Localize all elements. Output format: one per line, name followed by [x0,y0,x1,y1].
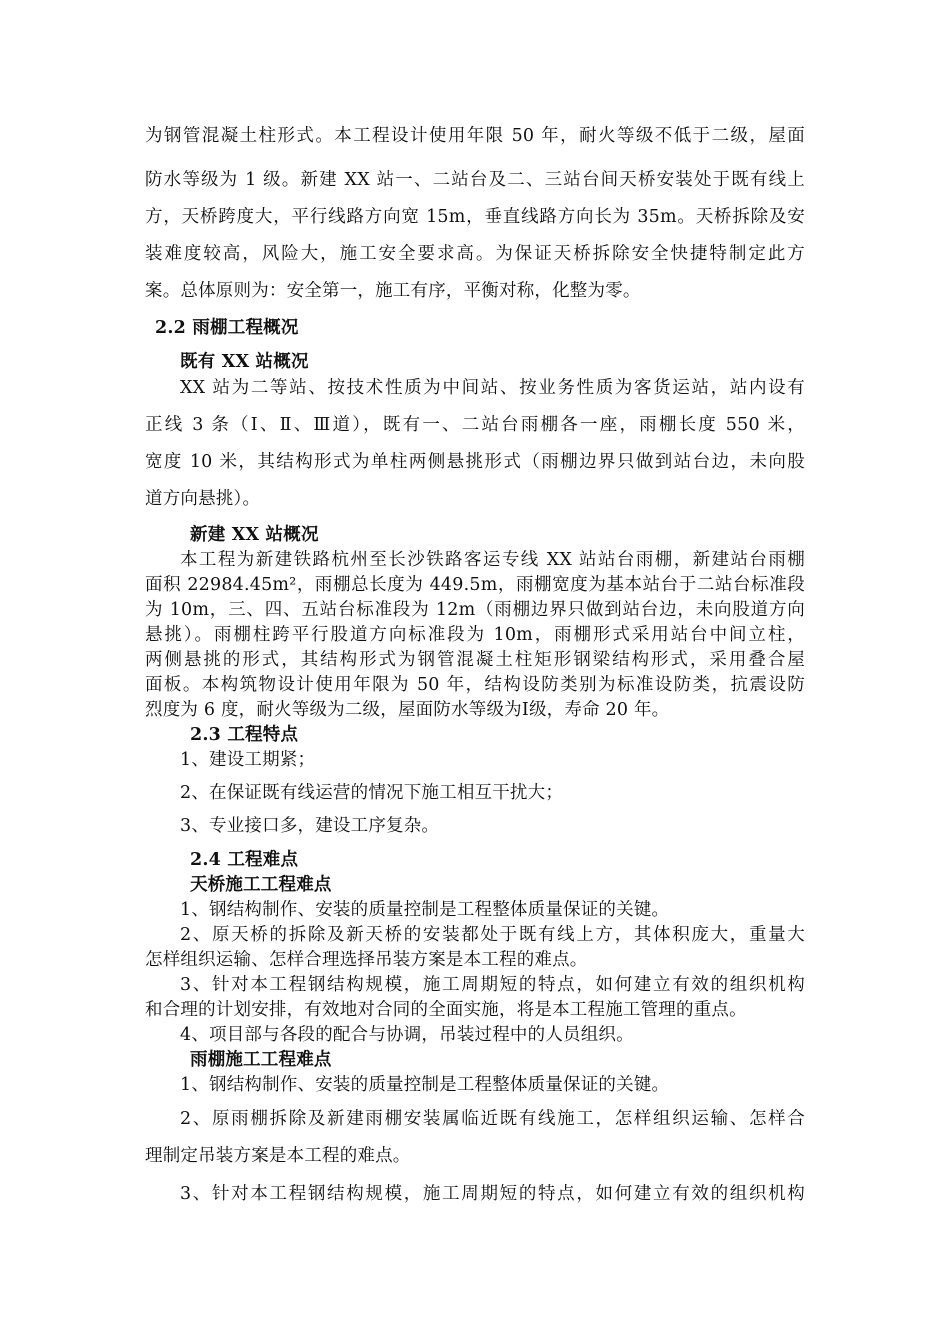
intro-line: 防水等级为 1 级。新建 XX 站一、二站台及二、三站台间天桥安装处于既有线上 [145,170,805,190]
section-heading-2-2: 2.2 雨棚工程概况 [155,318,299,338]
paragraph-line: 道方向悬挑）。 [145,489,261,509]
intro-line: 案。总体原则为：安全第一，施工有序，平衡对称，化整为零。 [145,281,641,301]
paragraph-line: 3、针对本工程钢结构规模，施工周期短的特点，如何建立有效的组织机构 [180,1184,805,1204]
subheading-bridge-difficulties: 天桥施工工程难点 [190,875,332,895]
paragraph-line: 4、项目部与各段的配合与协调，吊装过程中的人员组织。 [180,1025,634,1045]
intro-line: 装难度较高，风险大，施工安全要求高。为保证天桥拆除安全快捷特制定此方 [145,244,805,264]
paragraph-line: 两侧悬挑的形式，其结构形式为钢管混凝土柱矩形钢梁结构形式，采用叠合屋 [145,650,805,670]
list-item: 1、建设工期紧； [180,750,316,770]
paragraph-line: 面积 22984.45m²，雨棚总长度为 449.5m，雨棚宽度为基本站台于二站台标准段 [145,575,805,595]
intro-line: 方，天桥跨度大，平行线路方向宽 15m，垂直线路方向长为 35m。天桥拆除及安 [145,207,805,227]
intro-line: 为钢管混凝土柱形式。本工程设计使用年限 50 年，耐火等级不低于二级，屋面 [145,126,805,146]
paragraph-line: 2、原天桥的拆除及新天桥的安装都处于既有线上方，其体积庞大，重量大 [180,925,805,945]
paragraph-line: 2、原雨棚拆除及新建雨棚安装属临近既有线施工，怎样组织运输、怎样合 [180,1109,805,1129]
paragraph-line: 1、钢结构制作、安装的质量控制是工程整体质量保证的关键。 [180,900,670,920]
subheading-existing-station: 既有 XX 站概况 [180,352,309,372]
subheading-canopy-difficulties: 雨棚施工工程难点 [190,1050,332,1070]
paragraph-line: 怎样组织运输、怎样合理选择吊装方案是本工程的难点。 [145,950,588,970]
list-item: 3、专业接口多，建设工序复杂。 [180,816,440,836]
paragraph-line: 正线 3 条（Ⅰ、Ⅱ、Ⅲ道），既有一、二站台雨棚各一座，雨棚长度 550 米， [145,415,805,435]
paragraph-line: 为 10m，三、四、五站台标准段为 12m（雨棚边界只做到站台边，未向股道方向 [145,600,805,620]
paragraph-line: 和合理的计划安排，有效地对合同的全面实施，将是本工程施工管理的重点。 [145,1000,747,1020]
paragraph-line: 3、针对本工程钢结构规模，施工周期短的特点，如何建立有效的组织机构 [180,975,805,995]
paragraph-line: 1、钢结构制作、安装的质量控制是工程整体质量保证的关键。 [180,1075,670,1095]
paragraph-line: 烈度为 6 度，耐火等级为二级，屋面防水等级为Ⅰ级，寿命 20 年。 [145,700,670,720]
subheading-new-station: 新建 XX 站概况 [190,525,319,545]
list-item: 2、在保证既有线运营的情况下施工相互干扰大； [180,783,564,803]
paragraph-line: 面板。本构筑物设计使用年限为 50 年，结构设防类别为标准设防类，抗震设防 [145,675,805,695]
section-heading-2-4: 2.4 工程难点 [190,850,299,870]
paragraph-line: 理制定吊装方案是本工程的难点。 [145,1146,411,1166]
paragraph-line: 悬挑）。雨棚柱跨平行股道方向标准段为 10m，雨棚形式采用站台中间立柱， [145,625,805,645]
section-heading-2-3: 2.3 工程特点 [190,725,299,745]
paragraph-line: XX 站为二等站、按技术性质为中间站、按业务性质为客货运站，站内设有 [180,378,805,398]
paragraph-line: 宽度 10 米，其结构形式为单柱两侧悬挑形式（雨棚边界只做到站台边，未向股 [145,452,805,472]
paragraph-line: 本工程为新建铁路杭州至长沙铁路客运专线 XX 站站台雨棚，新建站台雨棚 [180,550,805,570]
